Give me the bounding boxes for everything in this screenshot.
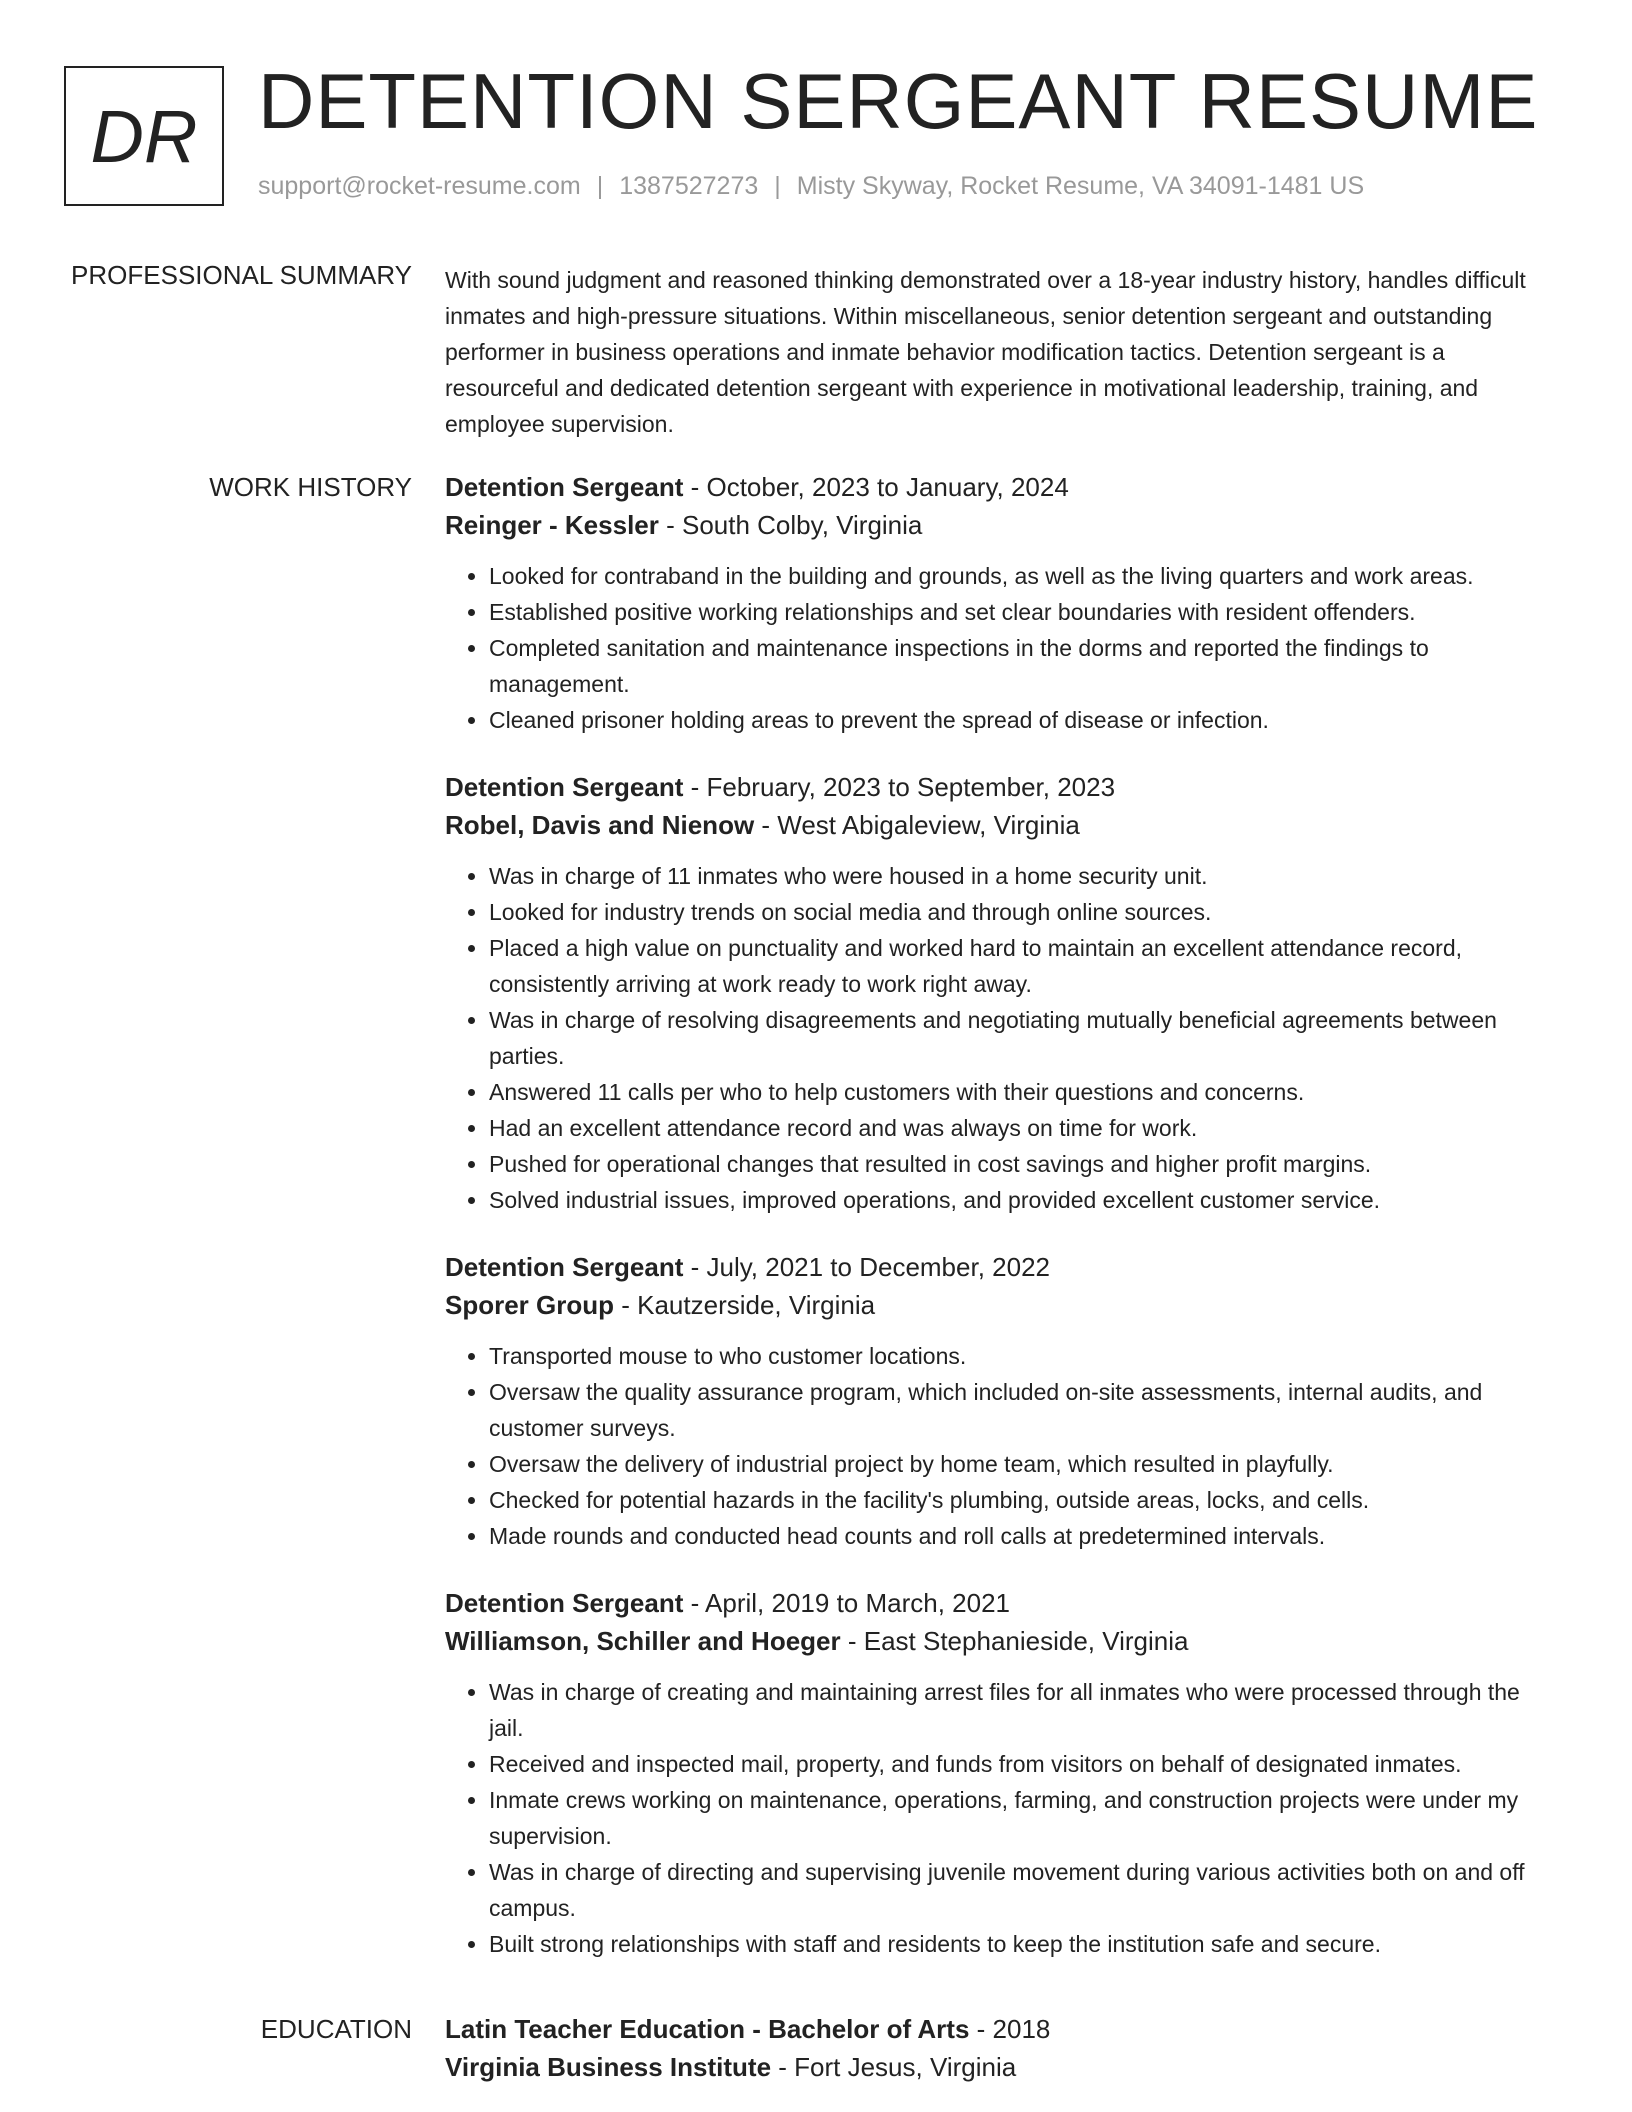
job-title: Detention Sergeant xyxy=(445,472,684,502)
duty-item: • Was in charge of directing and supervising juvenile movement during various activities both on and off campus. xyxy=(489,1854,1560,1926)
job-company-line xyxy=(445,1286,1560,1324)
duty-item: • Looked for industry trends on social media and through online sources. xyxy=(489,894,1560,930)
job-title: Detention Sergeant xyxy=(445,1252,684,1282)
job-location: - West Abigaleview, Virginia xyxy=(754,810,1080,840)
education-degree-line xyxy=(445,2010,1560,2048)
duty-item: • Solved industrial issues, improved operations, and provided excellent customer service. xyxy=(489,1182,1560,1218)
duty-item: • Established positive working relationships and set clear boundaries with resident offenders. xyxy=(489,594,1560,630)
job-entry xyxy=(445,1584,1560,1962)
job-company-line xyxy=(445,506,1560,544)
contact-email: support@rocket-resume.com xyxy=(258,172,581,200)
job-location: - Kautzerside, Virginia xyxy=(614,1290,876,1320)
duty-item: • Placed a high value on punctuality and worked hard to maintain an excellent attendance record, consistently arriving at work ready to work right away. xyxy=(489,930,1560,1002)
job-company: Robel, Davis and Nienow xyxy=(445,810,755,840)
job-dates: - February, 2023 to September, 2023 xyxy=(683,772,1116,802)
duty-list xyxy=(445,1338,1560,1554)
job-company-line xyxy=(445,1622,1560,1660)
duty-list xyxy=(445,858,1560,1218)
job-title-line xyxy=(445,1248,1560,1286)
education-school-line xyxy=(445,2048,1560,2086)
job-company-line xyxy=(445,806,1560,844)
duty-item: • Pushed for operational changes that resulted in cost savings and higher profit margins. xyxy=(489,1146,1560,1182)
education-school: Virginia Business Institute xyxy=(445,2052,772,2082)
duty-item: • Inmate crews working on maintenance, operations, farming, and construction projects were under my supervision. xyxy=(489,1782,1560,1854)
job-dates: - April, 2019 to March, 2021 xyxy=(683,1588,1010,1618)
summary-label: PROFESSIONAL SUMMARY xyxy=(71,260,412,290)
job-entry xyxy=(445,468,1560,738)
duty-item: • Received and inspected mail, property, and funds from visitors on behalf of designated inmates. xyxy=(489,1746,1560,1782)
duty-item: • Checked for potential hazards in the facility's plumbing, outside areas, locks, and cells. xyxy=(489,1482,1560,1518)
duty-item: • Transported mouse to who customer locations. xyxy=(489,1338,1560,1374)
duty-item: • Built strong relationships with staff and residents to keep the institution safe and secure. xyxy=(489,1926,1560,1962)
contact-line xyxy=(258,172,1364,201)
education-year: - 2018 xyxy=(969,2014,1051,2044)
job-location: - East Stephanieside, Virginia xyxy=(840,1626,1189,1656)
job-title: Detention Sergeant xyxy=(445,772,684,802)
duty-item: • Cleaned prisoner holding areas to prevent the spread of disease or infection. xyxy=(489,702,1560,738)
duty-item: • Was in charge of resolving disagreements and negotiating mutually beneficial agreements between parties. xyxy=(489,1002,1560,1074)
job-title-line xyxy=(445,468,1560,506)
job-title-line xyxy=(445,1584,1560,1622)
job-title-line xyxy=(445,768,1560,806)
contact-phone: 1387527273 xyxy=(619,172,759,200)
contact-address: Misty Skyway, Rocket Resume, VA 34091-1481 US xyxy=(796,172,1365,200)
duty-item: • Was in charge of 11 inmates who were housed in a home security unit. xyxy=(489,858,1560,894)
job-dates: - October, 2023 to January, 2024 xyxy=(683,472,1069,502)
education-location: - Fort Jesus, Virginia xyxy=(771,2052,1017,2082)
job-location: - South Colby, Virginia xyxy=(658,510,923,540)
job-company: Sporer Group xyxy=(445,1290,615,1320)
duty-list xyxy=(445,1674,1560,1962)
duty-item: • Looked for contraband in the building and grounds, as well as the living quarters and work areas. xyxy=(489,558,1560,594)
job-company: Williamson, Schiller and Hoeger xyxy=(445,1626,841,1656)
job-dates: - July, 2021 to December, 2022 xyxy=(683,1252,1050,1282)
resume-title: DETENTION SERGEANT RESUME xyxy=(258,57,1539,145)
initials-monogram xyxy=(64,66,224,206)
education-label: EDUCATION xyxy=(260,2014,412,2044)
duty-item: • Had an excellent attendance record and was always on time for work. xyxy=(489,1110,1560,1146)
duty-item: • Was in charge of creating and maintaining arrest files for all inmates who were processed through the jail. xyxy=(489,1674,1560,1746)
duty-item: • Answered 11 calls per who to help customers with their questions and concerns. xyxy=(489,1074,1560,1110)
job-entry xyxy=(445,768,1560,1218)
duty-list xyxy=(445,558,1560,738)
summary-text: With sound judgment and reasoned thinking demonstrated over a 18-year industry history, handles difficult inmates and high-pressure situations. Within miscellaneous, senior detention sergeant and outstanding performer in business operations and inmate behavior modification tactics. Detention sergeant is a resourceful and dedicated detention sergeant with experience in motivational leadership, training, and employee supervision. xyxy=(445,267,1526,437)
job-list xyxy=(445,468,1560,1992)
education-degree: Latin Teacher Education - Bachelor of Arts xyxy=(445,2014,970,2044)
contact-separator: | xyxy=(596,172,604,200)
job-title: Detention Sergeant xyxy=(445,1588,684,1618)
duty-item: • Oversaw the quality assurance program, which included on-site assessments, internal audits, and customer surveys. xyxy=(489,1374,1560,1446)
work-history-label: WORK HISTORY xyxy=(209,472,412,502)
initials-text: DR xyxy=(90,94,198,178)
duty-item: • Made rounds and conducted head counts and roll calls at predetermined intervals. xyxy=(489,1518,1560,1554)
contact-separator: | xyxy=(774,172,781,200)
job-company: Reinger - Kessler xyxy=(445,510,659,540)
job-entry xyxy=(445,1248,1560,1554)
duty-item: • Oversaw the delivery of industrial project by home team, which resulted in playfully. xyxy=(489,1446,1560,1482)
duty-item: • Completed sanitation and maintenance inspections in the dorms and reported the findings to management. xyxy=(489,630,1560,702)
